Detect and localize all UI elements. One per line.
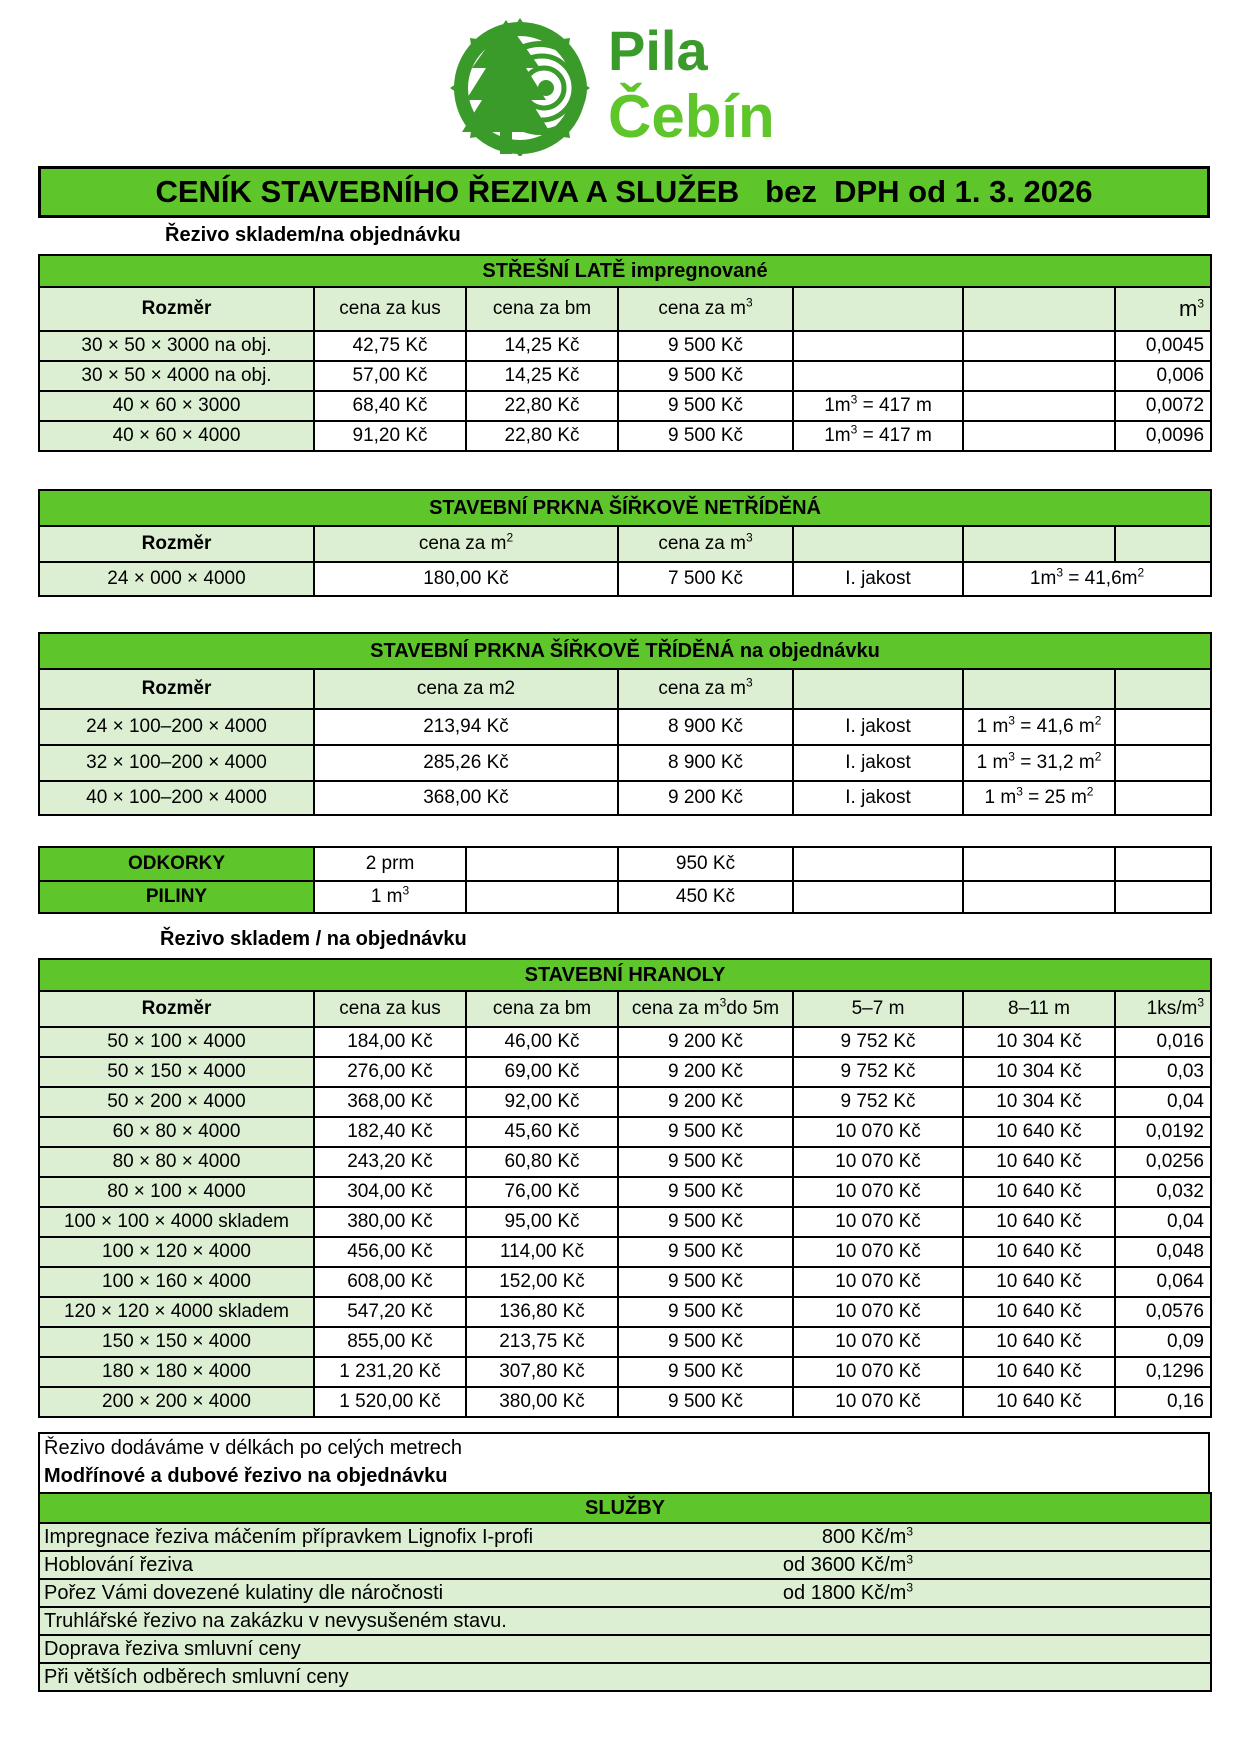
hranoly-bm: 46,00 Kč xyxy=(466,1027,618,1057)
services-body xyxy=(39,1523,1211,1691)
hranoly-57: 10 070 Kč xyxy=(793,1237,963,1267)
hranoly-57: 10 070 Kč xyxy=(793,1357,963,1387)
subtitle-stock-1: Řezivo skladem/na objednávku xyxy=(165,224,461,246)
hranoly-bm: 60,80 Kč xyxy=(466,1147,618,1177)
hranoly-vol: 0,04 xyxy=(1115,1207,1211,1237)
hranoly-m3: 9 500 Kč xyxy=(618,1207,793,1237)
late-dim: 40 × 60 × 4000 xyxy=(39,421,314,451)
hranoly-811: 10 640 Kč xyxy=(963,1327,1115,1357)
table-row xyxy=(39,1523,1211,1551)
hranoly-kus: 380,00 Kč xyxy=(314,1207,466,1237)
hranoly-dim: 60 × 80 × 4000 xyxy=(39,1117,314,1147)
late-bm: 22,80 Kč xyxy=(466,421,618,451)
hranoly-vol: 0,0256 xyxy=(1115,1147,1211,1177)
hranoly-h-bm: cena za bm xyxy=(466,991,618,1027)
services-title: SLUŽBY xyxy=(39,1493,1211,1523)
hranoly-bm: 114,00 Kč xyxy=(466,1237,618,1267)
netridena-h-empty xyxy=(793,526,963,562)
table-row xyxy=(39,1357,1211,1387)
late-bm: 14,25 Kč xyxy=(466,331,618,361)
tridena-dim: 24 × 100–200 × 4000 xyxy=(39,709,314,745)
hranoly-dim: 100 × 160 × 4000 xyxy=(39,1267,314,1297)
tridena-m3: 8 900 Kč xyxy=(618,709,793,745)
table-netridena xyxy=(38,489,1212,597)
table-row xyxy=(39,391,1211,421)
table-services xyxy=(38,1492,1212,1692)
brand-line2: Čebín xyxy=(608,83,775,150)
misc-price: 950 Kč xyxy=(618,847,793,881)
netridena-quality: I. jakost xyxy=(793,562,963,596)
late-kus: 42,75 Kč xyxy=(314,331,466,361)
hranoly-bm: 92,00 Kč xyxy=(466,1087,618,1117)
service-price xyxy=(619,1663,919,1691)
hranoly-bm: 152,00 Kč xyxy=(466,1267,618,1297)
late-empty xyxy=(963,421,1115,451)
service-price: od 3600 $Kč/m^3$ xyxy=(619,1551,919,1579)
tridena-empty xyxy=(1115,745,1211,781)
table-row xyxy=(39,709,1211,745)
netridena-h-empty xyxy=(1115,526,1211,562)
service-empty xyxy=(919,1607,1211,1635)
hranoly-vol: 0,048 xyxy=(1115,1237,1211,1267)
info-line2: Modřínové a dubové řezivo na objednávku xyxy=(44,1465,448,1487)
late-title: STŘEŠNÍ LATĚ impregnované xyxy=(39,255,1211,287)
late-h-empty2 xyxy=(963,287,1115,331)
hranoly-bm: 136,80 Kč xyxy=(466,1297,618,1327)
hranoly-m3: 9 500 Kč xyxy=(618,1147,793,1177)
table-row xyxy=(39,1177,1211,1207)
hranoly-kus: 276,00 Kč xyxy=(314,1057,466,1087)
table-row xyxy=(39,1207,1211,1237)
late-vol: 0,0045 xyxy=(1115,331,1211,361)
table-row xyxy=(39,745,1211,781)
netridena-h-rozmer: Rozměr xyxy=(39,526,314,562)
misc-empty xyxy=(963,881,1115,913)
misc-name: ODKORKY xyxy=(39,847,314,881)
late-h-vol: $m^3$ xyxy=(1115,287,1211,331)
table-row xyxy=(39,1117,1211,1147)
service-name: Při větších odběrech smluvní ceny xyxy=(39,1663,619,1691)
misc-empty xyxy=(1115,847,1211,881)
late-empty xyxy=(963,331,1115,361)
hranoly-57: 9 752 Kč xyxy=(793,1027,963,1057)
table-tridena xyxy=(38,632,1212,816)
service-price xyxy=(619,1607,919,1635)
hranoly-dim: 150 × 150 × 4000 xyxy=(39,1327,314,1357)
late-vol: 0,0072 xyxy=(1115,391,1211,421)
late-h-rozmer: Rozměr xyxy=(39,287,314,331)
hranoly-dim: 180 × 180 × 4000 xyxy=(39,1357,314,1387)
table-row xyxy=(39,1635,1211,1663)
late-vol: 0,0096 xyxy=(1115,421,1211,451)
table-row xyxy=(39,1327,1211,1357)
hranoly-dim: 80 × 100 × 4000 xyxy=(39,1177,314,1207)
hranoly-811: 10 640 Kč xyxy=(963,1117,1115,1147)
hranoly-bm: 45,60 Kč xyxy=(466,1117,618,1147)
tridena-h-m2: cena za m2 xyxy=(314,669,618,709)
tridena-dim: 32 × 100–200 × 4000 xyxy=(39,745,314,781)
hranoly-57: 10 070 Kč xyxy=(793,1177,963,1207)
hranoly-811: 10 640 Kč xyxy=(963,1357,1115,1387)
hranoly-dim: 120 × 120 × 4000 skladem xyxy=(39,1297,314,1327)
late-h-bm: cena za bm xyxy=(466,287,618,331)
misc-empty xyxy=(466,881,618,913)
late-h-m3: cena za $m^3$ xyxy=(618,287,793,331)
misc-empty xyxy=(1115,881,1211,913)
hranoly-dim: 80 × 80 × 4000 xyxy=(39,1147,314,1177)
hranoly-vol: 0,016 xyxy=(1115,1027,1211,1057)
tridena-h-rozmer: Rozměr xyxy=(39,669,314,709)
hranoly-kus: 1 520,00 Kč xyxy=(314,1387,466,1417)
service-empty xyxy=(919,1523,1211,1551)
late-note xyxy=(793,361,963,391)
hranoly-811: 10 640 Kč xyxy=(963,1147,1115,1177)
netridena-dim: 24 × 000 × 4000 xyxy=(39,562,314,596)
service-name: Pořez Vámi dovezené kulatiny dle náročnosti xyxy=(39,1579,619,1607)
table-row xyxy=(39,1663,1211,1691)
late-kus: 68,40 Kč xyxy=(314,391,466,421)
late-empty xyxy=(963,391,1115,421)
hranoly-m3: 9 200 Kč xyxy=(618,1087,793,1117)
table-row xyxy=(39,361,1211,391)
hranoly-h-m3: cena za $m^3do$ 5m xyxy=(618,991,793,1027)
hranoly-m3: 9 500 Kč xyxy=(618,1177,793,1207)
hranoly-bm: 380,00 Kč xyxy=(466,1387,618,1417)
hranoly-811: 10 640 Kč xyxy=(963,1297,1115,1327)
late-bm: 22,80 Kč xyxy=(466,391,618,421)
table-row xyxy=(39,1087,1211,1117)
netridena-m3: 7 500 Kč xyxy=(618,562,793,596)
tridena-empty xyxy=(1115,781,1211,815)
hranoly-dim: 100 × 100 × 4000 skladem xyxy=(39,1207,314,1237)
hranoly-kus: 855,00 Kč xyxy=(314,1327,466,1357)
misc-qty: 2 prm xyxy=(314,847,466,881)
tridena-m2: 285,26 Kč xyxy=(314,745,618,781)
hranoly-title: STAVEBNÍ HRANOLY xyxy=(39,959,1211,991)
hranoly-kus: 304,00 Kč xyxy=(314,1177,466,1207)
misc-empty xyxy=(466,847,618,881)
hranoly-dim: 100 × 120 × 4000 xyxy=(39,1237,314,1267)
hranoly-m3: 9 500 Kč xyxy=(618,1357,793,1387)
hranoly-dim: 200 × 200 × 4000 xyxy=(39,1387,314,1417)
late-note: $1m^3 = 417$ m xyxy=(793,391,963,421)
hranoly-vol: 0,1296 xyxy=(1115,1357,1211,1387)
hranoly-h-57: 5–7 m xyxy=(793,991,963,1027)
hranoly-kus: 243,20 Kč xyxy=(314,1147,466,1177)
hranoly-vol: 0,0576 xyxy=(1115,1297,1211,1327)
tridena-empty xyxy=(1115,709,1211,745)
tridena-quality: I. jakost xyxy=(793,709,963,745)
hranoly-57: 10 070 Kč xyxy=(793,1387,963,1417)
table-row xyxy=(39,1551,1211,1579)
table-row xyxy=(39,1607,1211,1635)
late-dim: 30 × 50 × 4000 na obj. xyxy=(39,361,314,391)
misc-empty xyxy=(793,881,963,913)
hranoly-bm: 76,00 Kč xyxy=(466,1177,618,1207)
hranoly-h-vol: $1ks/m^3$ xyxy=(1115,991,1211,1027)
hranoly-m3: 9 500 Kč xyxy=(618,1237,793,1267)
hranoly-m3: 9 500 Kč xyxy=(618,1327,793,1357)
hranoly-bm: 95,00 Kč xyxy=(466,1207,618,1237)
netridena-h-m2: cena za $m^2$ xyxy=(314,526,618,562)
misc-price: 450 Kč xyxy=(618,881,793,913)
table-row xyxy=(39,1027,1211,1057)
table-row xyxy=(39,1297,1211,1327)
hranoly-bm: 307,80 Kč xyxy=(466,1357,618,1387)
table-row xyxy=(39,1387,1211,1417)
hranoly-kus: 368,00 Kč xyxy=(314,1087,466,1117)
service-name: Impregnace řeziva máčením přípravkem Lignofix I-profi xyxy=(39,1523,619,1551)
hranoly-811: 10 304 Kč xyxy=(963,1027,1115,1057)
netridena-h-empty xyxy=(963,526,1115,562)
late-note: $1m^3 = 417$ m xyxy=(793,421,963,451)
hranoly-body xyxy=(39,1027,1211,1417)
table-hranoly xyxy=(38,958,1212,1418)
table-row xyxy=(39,847,1211,881)
late-dim: 30 × 50 × 3000 na obj. xyxy=(39,331,314,361)
netridena-title: STAVEBNÍ PRKNA ŠÍŘKOVĚ NETŘÍDĚNÁ xyxy=(39,490,1211,526)
hranoly-m3: 9 500 Kč xyxy=(618,1117,793,1147)
hranoly-h-kus: cena za kus xyxy=(314,991,466,1027)
hranoly-vol: 0,03 xyxy=(1115,1057,1211,1087)
misc-empty xyxy=(963,847,1115,881)
late-m3: 9 500 Kč xyxy=(618,391,793,421)
tridena-m3: 9 200 Kč xyxy=(618,781,793,815)
late-kus: 91,20 Kč xyxy=(314,421,466,451)
late-empty xyxy=(963,361,1115,391)
hranoly-vol: 0,09 xyxy=(1115,1327,1211,1357)
late-h-kus: cena za kus xyxy=(314,287,466,331)
logo xyxy=(448,16,794,156)
hranoly-811: 10 640 Kč xyxy=(963,1177,1115,1207)
misc-name: PILINY xyxy=(39,881,314,913)
hranoly-vol: 0,16 xyxy=(1115,1387,1211,1417)
tridena-conv: 1 $m^3 = 41,6$ $m^2$ xyxy=(963,709,1115,745)
service-name: Doprava řeziva smluvní ceny xyxy=(39,1635,619,1663)
service-price xyxy=(619,1635,919,1663)
hranoly-m3: 9 500 Kč xyxy=(618,1267,793,1297)
hranoly-h-811: 8–11 m xyxy=(963,991,1115,1027)
service-price: 800 $Kč/m^3$ xyxy=(619,1523,919,1551)
late-m3: 9 500 Kč xyxy=(618,421,793,451)
late-bm: 14,25 Kč xyxy=(466,361,618,391)
hranoly-811: 10 304 Kč xyxy=(963,1087,1115,1117)
table-row xyxy=(39,781,1211,815)
hranoly-57: 10 070 Kč xyxy=(793,1117,963,1147)
table-row xyxy=(39,331,1211,361)
hranoly-vol: 0,04 xyxy=(1115,1087,1211,1117)
netridena-conv: $1m^3 = 41,6m^2$ xyxy=(963,562,1211,596)
hranoly-bm: 69,00 Kč xyxy=(466,1057,618,1087)
hranoly-57: 10 070 Kč xyxy=(793,1327,963,1357)
late-m3: 9 500 Kč xyxy=(618,331,793,361)
hranoly-kus: 184,00 Kč xyxy=(314,1027,466,1057)
hranoly-dim: 50 × 200 × 4000 xyxy=(39,1087,314,1117)
service-name: Truhlářské řezivo na zakázku v nevysušeném stavu. xyxy=(39,1607,619,1635)
tridena-title: STAVEBNÍ PRKNA ŠÍŘKOVĚ TŘÍDĚNÁ na objednávku xyxy=(39,633,1211,669)
tridena-h-empty xyxy=(963,669,1115,709)
hranoly-kus: 1 231,20 Kč xyxy=(314,1357,466,1387)
netridena-h-m3: cena za $m^3$ xyxy=(618,526,793,562)
service-empty xyxy=(919,1663,1211,1691)
tridena-quality: I. jakost xyxy=(793,781,963,815)
hranoly-811: 10 304 Kč xyxy=(963,1057,1115,1087)
table-row xyxy=(39,1057,1211,1087)
hranoly-811: 10 640 Kč xyxy=(963,1207,1115,1237)
hranoly-m3: 9 500 Kč xyxy=(618,1297,793,1327)
hranoly-m3: 9 200 Kč xyxy=(618,1057,793,1087)
table-row xyxy=(39,562,1211,596)
late-dim: 40 × 60 × 3000 xyxy=(39,391,314,421)
hranoly-57: 10 070 Kč xyxy=(793,1267,963,1297)
info-line1: Řezivo dodáváme v délkách po celých metrech xyxy=(44,1437,462,1459)
table-row xyxy=(39,1237,1211,1267)
hranoly-dim: 50 × 150 × 4000 xyxy=(39,1057,314,1087)
misc-empty xyxy=(793,847,963,881)
tridena-m2: 368,00 Kč xyxy=(314,781,618,815)
page-title: CENÍK STAVEBNÍHO ŘEZIVA A SLUŽEB bez DPH od 1. 3. 2026 xyxy=(38,166,1210,218)
late-m3: 9 500 Kč xyxy=(618,361,793,391)
hranoly-vol: 0,032 xyxy=(1115,1177,1211,1207)
late-kus: 57,00 Kč xyxy=(314,361,466,391)
hranoly-kus: 456,00 Kč xyxy=(314,1237,466,1267)
late-note xyxy=(793,331,963,361)
table-row xyxy=(39,881,1211,913)
service-name: Hoblování řeziva xyxy=(39,1551,619,1579)
hranoly-57: 10 070 Kč xyxy=(793,1147,963,1177)
tridena-dim: 40 × 100–200 × 4000 xyxy=(39,781,314,815)
table-row xyxy=(39,1267,1211,1297)
hranoly-kus: 547,20 Kč xyxy=(314,1297,466,1327)
hranoly-vol: 0,064 xyxy=(1115,1267,1211,1297)
hranoly-m3: 9 200 Kč xyxy=(618,1027,793,1057)
table-row xyxy=(39,1147,1211,1177)
tridena-m2: 213,94 Kč xyxy=(314,709,618,745)
hranoly-bm: 213,75 Kč xyxy=(466,1327,618,1357)
service-empty xyxy=(919,1635,1211,1663)
netridena-m2: 180,00 Kč xyxy=(314,562,618,596)
tridena-h-empty xyxy=(793,669,963,709)
table-row xyxy=(39,421,1211,451)
service-empty xyxy=(919,1579,1211,1607)
service-empty xyxy=(919,1551,1211,1579)
service-price: od 1800 $Kč/m^3$ xyxy=(619,1579,919,1607)
subtitle-stock-2: Řezivo skladem / na objednávku xyxy=(160,928,467,950)
tridena-quality: I. jakost xyxy=(793,745,963,781)
hranoly-dim: 50 × 100 × 4000 xyxy=(39,1027,314,1057)
hranoly-m3: 9 500 Kč xyxy=(618,1387,793,1417)
hranoly-57: 10 070 Kč xyxy=(793,1207,963,1237)
table-late xyxy=(38,254,1212,452)
tridena-conv: 1 $m^3 = 31,2$ $m^2$ xyxy=(963,745,1115,781)
hranoly-kus: 182,40 Kč xyxy=(314,1117,466,1147)
hranoly-vol: 0,0192 xyxy=(1115,1117,1211,1147)
tridena-h-m3: cena za $m^3$ xyxy=(618,669,793,709)
tridena-h-empty xyxy=(1115,669,1211,709)
brand-line1: Pila xyxy=(608,19,708,82)
late-h-empty1 xyxy=(793,287,963,331)
tridena-m3: 8 900 Kč xyxy=(618,745,793,781)
hranoly-kus: 608,00 Kč xyxy=(314,1267,466,1297)
hranoly-57: 9 752 Kč xyxy=(793,1057,963,1087)
hranoly-57: 9 752 Kč xyxy=(793,1087,963,1117)
misc-qty: 1 $m^3$ xyxy=(314,881,466,913)
hranoly-811: 10 640 Kč xyxy=(963,1267,1115,1297)
hranoly-h-rozmer: Rozměr xyxy=(39,991,314,1027)
late-vol: 0,006 xyxy=(1115,361,1211,391)
table-row xyxy=(39,1579,1211,1607)
hranoly-811: 10 640 Kč xyxy=(963,1237,1115,1267)
info-box xyxy=(38,1432,1210,1494)
tridena-conv: 1 $m^3 = 25$ $m^2$ xyxy=(963,781,1115,815)
hranoly-57: 10 070 Kč xyxy=(793,1297,963,1327)
hranoly-811: 10 640 Kč xyxy=(963,1387,1115,1417)
table-misc xyxy=(38,846,1212,914)
